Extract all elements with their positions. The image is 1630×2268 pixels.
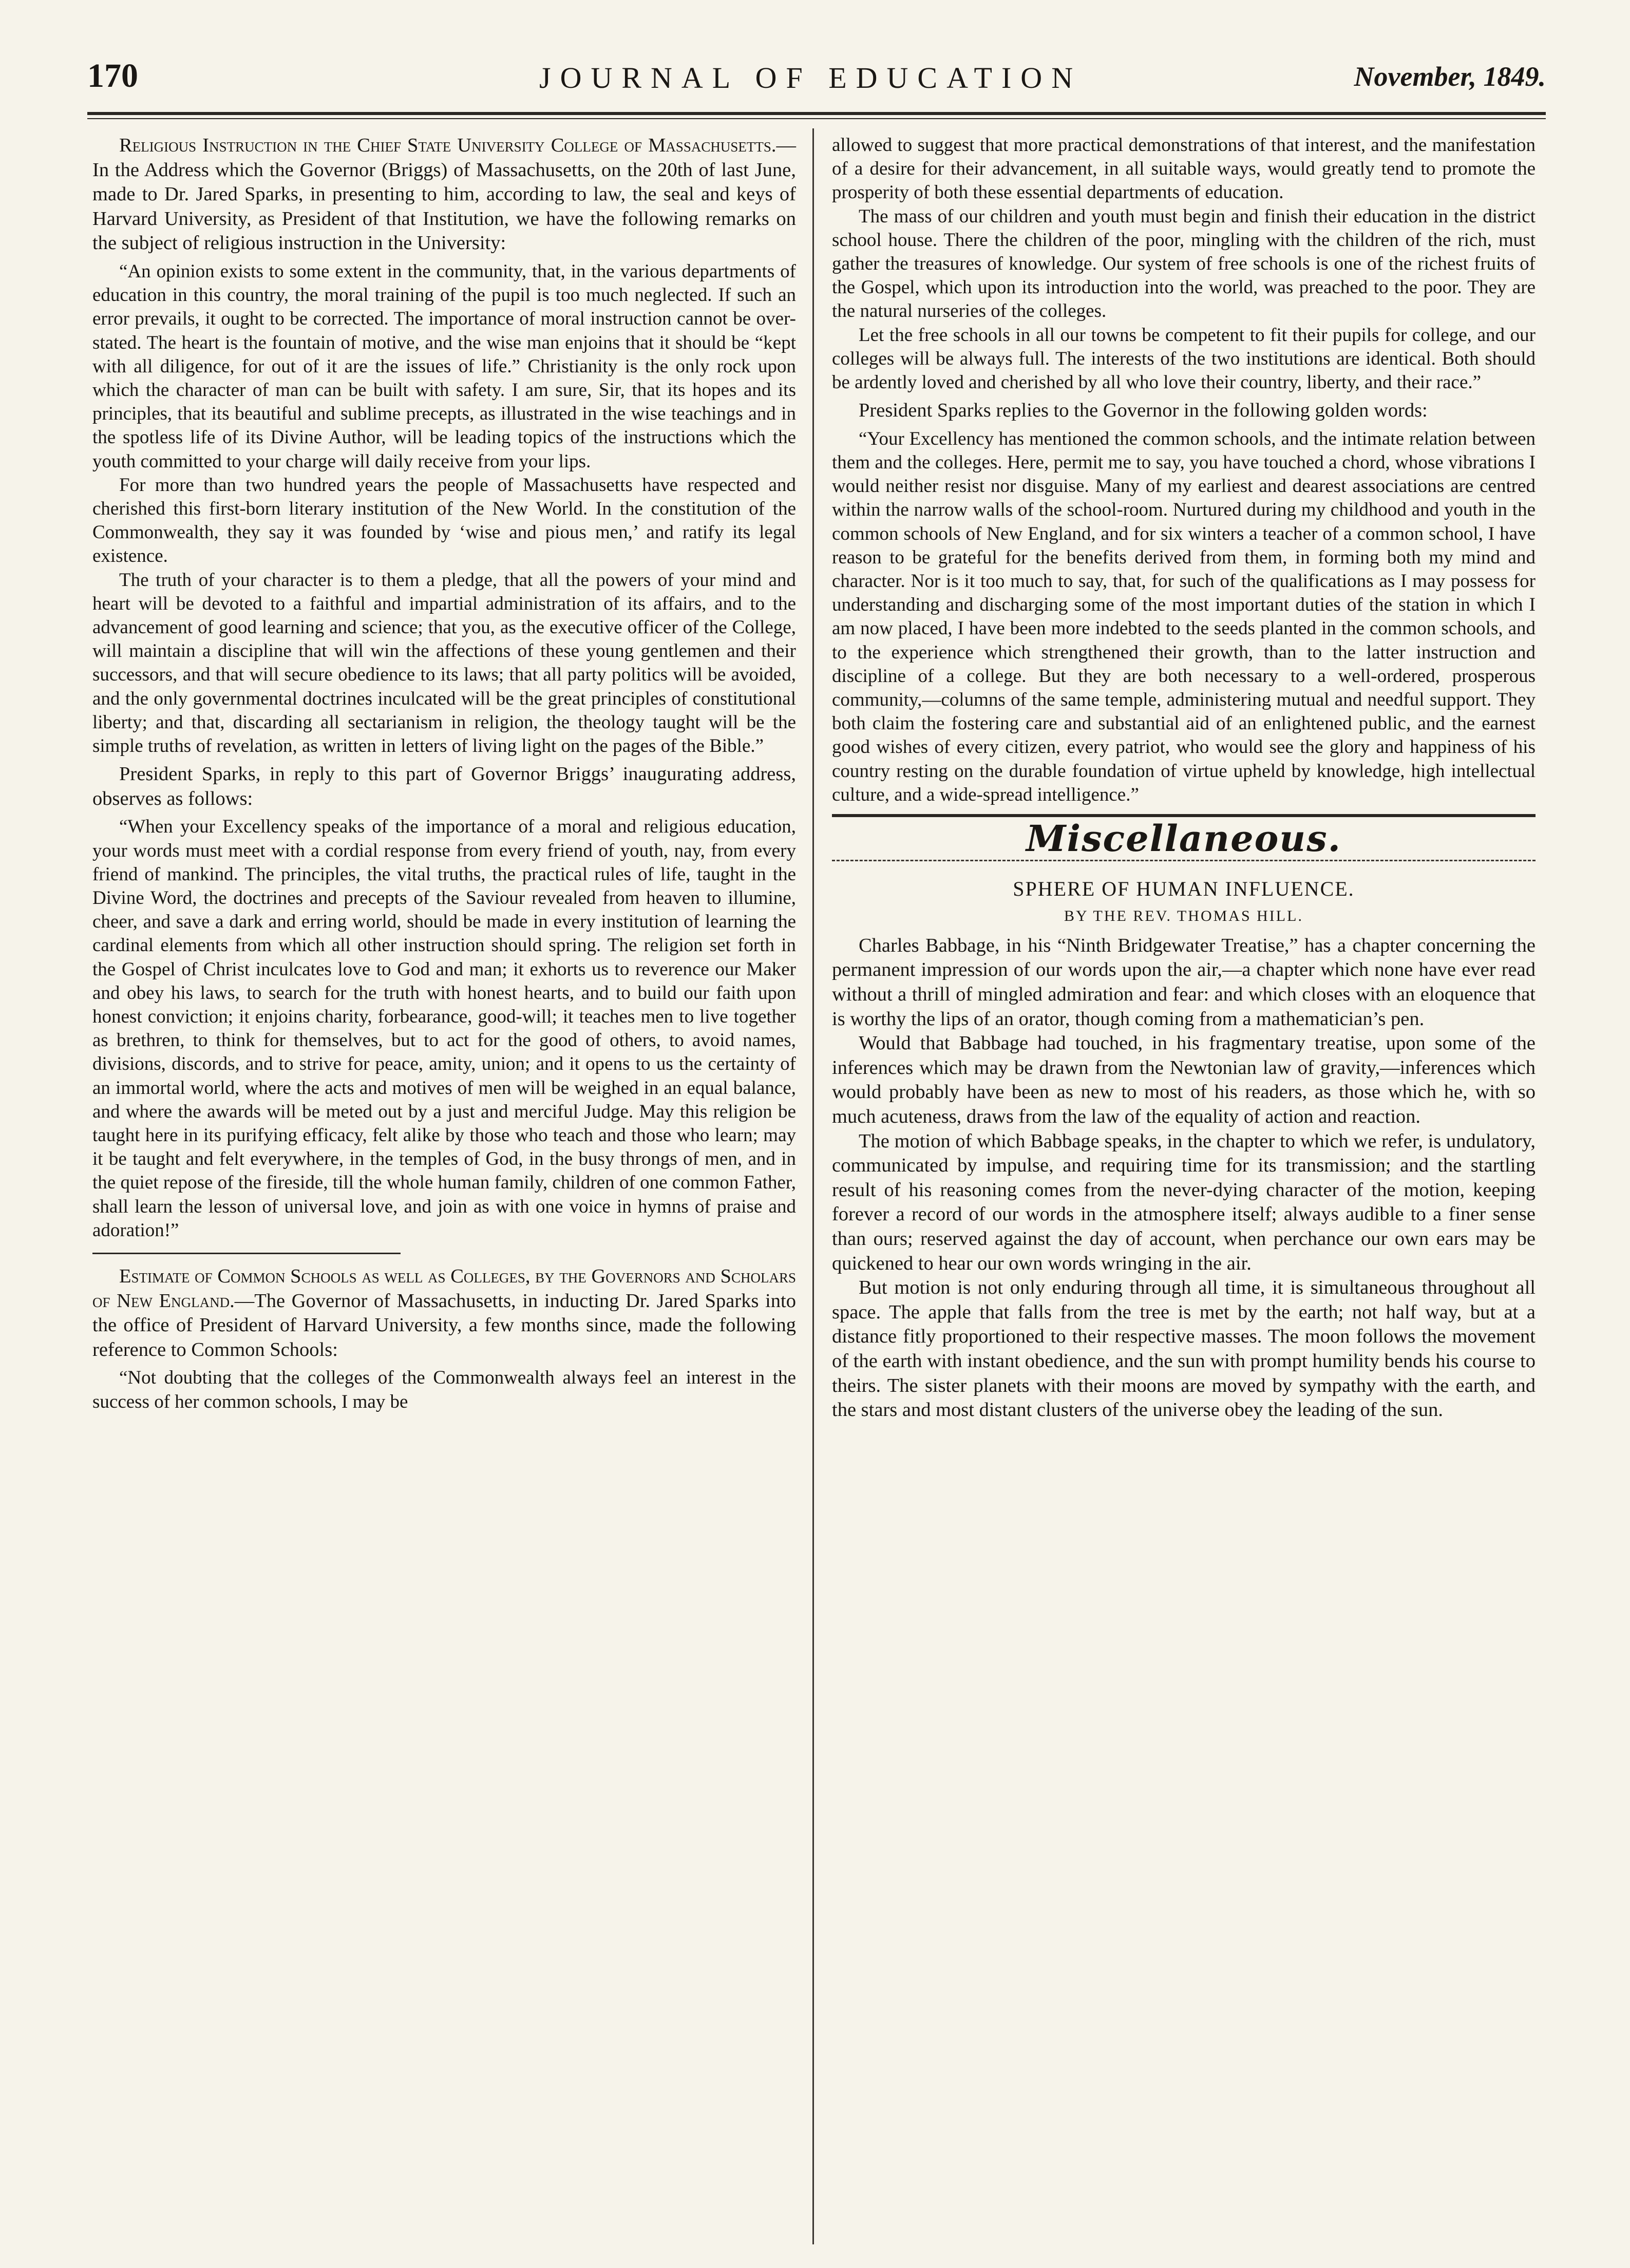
sparks-reply-intro: President Sparks, in reply to this part of Governor Briggs’ inaugurating address, observes as follows: — [92, 763, 796, 809]
miscellaneous-heading: Miscellaneous. — [1026, 817, 1341, 860]
article2-heading: Estimate of Common Schools as well as Colleges, by the Governors and Scholars of New England. — [92, 1265, 796, 1312]
column-divider — [812, 128, 814, 2244]
header-rule-thick — [87, 112, 1546, 115]
section-title: SPHERE OF HUMAN INFLUENCE. — [1013, 877, 1355, 900]
article1-heading: Religious Instruction in the Chief State University College of Massachusetts. — [119, 135, 776, 156]
common-schools-quote-cont-2: The mass of our children and youth must begin and finish their education in the district school house. There the children of the poor, mingling with the children of the rich, must gather the treasures of knowledge. Our system of free schools is one of the richest fruits of the Gospel, which upon its introduction into the world, was preached to the poor. They are the natural nurseries of the colleges. — [832, 205, 1536, 322]
sphere-paragraph-2: Would that Babbage had touched, in his fragmentary treatise, upon some of the inferences which may be drawn from the Newtonian law of gravity,—inferences which would probably have been as new to most of his readers, as those which he, with so much acuteness, draws from the law of the equality of action and reaction. — [832, 1032, 1536, 1128]
header-rule-thin — [87, 118, 1546, 119]
right-column — [832, 134, 1536, 1423]
sphere-paragraph-4: But motion is not only enduring through all time, it is simultaneous throughout all space. The apple that falls from the tree is met by the earth; not half way, but at a distance fitly proportioned to their respective masses. The moon follows the movement of the earth with instant obedience, and the sun with prompt humility bends his course to theirs. The sister planets with their moons are moved by sympathy with the earth, and the stars and most distant clusters of the universe obey the leading of the sun. — [832, 1277, 1536, 1421]
common-schools-quote-cont-3: Let the free schools in all our towns be competent to fit their pupils for college, and our colleges will be always full. The interests of the two institutions are identical. Both should be ardently loved and cherished by all who love their country, liberty, and their race.” — [832, 324, 1536, 393]
author-byline: BY THE REV. THOMAS HILL. — [1064, 908, 1303, 925]
article1-intro-text: —In the Address which the Governor (Briggs) of Massachusetts, on the 20th of last June, made to Dr. Jared Sparks, in presenting to him, according to law, the seal and keys of Harvard University, as President of that Institution, we have the following remarks on the subject of religious instruction in the University: — [92, 135, 796, 254]
article2-intro-text: —The Governor of Massachusetts, in inducting Dr. Jared Sparks into the office of President of Harvard University, a few months since, made the following reference to Common Schools: — [92, 1290, 796, 1360]
article-separator — [92, 1253, 401, 1254]
common-schools-quote-start: “Not doubting that the colleges of the Commonwealth always feel an interest in the success of her common schools, I may be — [92, 1367, 796, 1412]
issue-date: November, 1849. — [1354, 61, 1546, 92]
governor-quote-1: “An opinion exists to some extent in the community, that, in the various departments of education in this country, the moral training of the pupil is too much neglected. If such an error prevails, it ought to be corrected. The importance of moral instruction cannot be over-stated. The heart is the fountain of motive, and the wise man enjoins that it should be “kept with all diligence, for out of it are the issues of life.” Christianity is the only rock upon which the character of man can be built with safety. I am sure, Sir, that its hopes and its principles, that its beautiful and sublime precepts, as illustrated in the wise teachings and in the spotless life of its Divine Author, will be leading topics of the instructions which the youth committed to your charge will daily receive from your lips. — [92, 260, 796, 472]
common-schools-quote-cont-1: allowed to suggest that more practical demonstrations of that interest, and the manifestation of a desire for their advancement, in all suitable ways, would greatly tend to promote the prosperity of both these essential departments of education. — [832, 135, 1536, 203]
journal-title: JOURNAL OF EDUCATION — [539, 61, 1083, 94]
sparks-reply-quote: “When your Excellency speaks of the importance of a moral and religious education, your words must meet with a cordial response from every friend of youth, nay, from every friend of mankind. The principles, the vital truths, the practical rules of life, taught in the Divine Word, the doctrines and precepts of the Saviour revealed from heaven to illumine, cheer, and save a dark and erring world, should be made in every institution of learning the cardinal elements from which all other instruction should spring. The religion set forth in the Gospel of Christ inculcates love to God and man; it exhorts us to reverence our Maker and obey his laws, to search for the truth with honest hearts, and to build our faith upon honest conviction; it enjoins charity, forbearance, good-will; it teaches men to live together as brethren, to think for themselves, but to act for the good of others, to avoid names, divisions, discords, and to strive for peace, amity, union; and it opens to us the certainty of an immortal world, where the acts and motives of men will be weighed in an equal balance, and where the awards will be meted out by a just and merciful Judge. May this religion be taught here in its purifying efficacy, felt alike by those who teach and those who learn; may it be taught and felt everywhere, in the temples of God, in the busy throngs of men, and in the quiet repose of the fireside, till the whole human family, children of one common Father, shall learn the lesson of universal love, and join as with one voice in hymns of praise and adoration!” — [92, 816, 796, 1241]
left-column — [92, 134, 796, 1414]
sparks-golden-words-quote: “Your Excellency has mentioned the common schools, and the intimate relation between them and the colleges. Here, permit me to say, you have touched a chord, whose vibrations I would neither resist nor disguise. Many of my earliest and dearest associations are centred within the narrow walls of the school-room. Nurtured during my childhood and youth in the common schools of New England, and for six winters a teacher of a common school, I have reason to be grateful for the benefits derived from them, in forming both my mind and character. Nor is it too much to say, that, for such of the qualifications as I may possess for understanding and discharging some of the most important duties of the station in which I am now placed, I have been more indebted to the seeds planted in the common schools, and to the experience which strengthened their growth, than to the latter instruction and discipline of a college. But they are both necessary to a well-ordered, prosperous community,—columns of the same temple, administering mutual and needful support. They both claim the fostering care and substantial aid of an enlightened public, and the earnest good wishes of every citizen, every patriot, who would see the glory and happiness of his country resting on the durable foundation of virtue upheld by knowledge, high intellectual culture, and a wide-spread intelligence.” — [832, 428, 1536, 805]
page-number: 170 — [87, 57, 138, 94]
sphere-paragraph-3: The motion of which Babbage speaks, in the chapter to which we refer, is undulatory, communicated by impulse, and requiring time for its transmission; and the startling result of his reasoning comes from the never-dying character of the motion, keeping forever a record of our words in the atmosphere itself; always audible to a finer sense than ours; reserved against the day of account, when perchance our own ears may be quickened to hear our own words wringing in the air. — [832, 1130, 1536, 1274]
article1-intro — [92, 134, 796, 256]
article2-intro — [92, 1264, 796, 1362]
governor-quote-3: The truth of your character is to them a pledge, that all the powers of your mind and heart will be devoted to a faithful and impartial administration of its affairs, and to the advancement of good learning and science; that you, as the executive officer of the College, will maintain a discipline that will win the affections of these young gentlemen and their successors, and that will secure obedience to its laws; that all party politics will be avoided, and the only governmental doctrines inculcated will be the great principles of constitutional liberty; and that, discarding all sectarianism in religion, the theology taught will be the simple truths of revelation, as written in letters of living light on the pages of the Bible.” — [92, 569, 796, 757]
governor-quote-2: For more than two hundred years the people of Massachusetts have respected and cherished this first-born literary institution of the New World. In the constitution of the Commonwealth, they say it was founded by ‘wise and pious men,’ and ratify its legal existence. — [92, 474, 796, 567]
page-header — [87, 56, 1546, 103]
sphere-paragraph-1: Charles Babbage, in his “Ninth Bridgewater Treatise,” has a chapter concerning the permanent impression of our words upon the air,—a chapter which none have ever read without a thrill of mingled admiration and fear: and which closes with an eloquence that is worthy the lips of an orator, though coming from a mathematician’s pen. — [832, 934, 1536, 1030]
sparks-golden-words-intro: President Sparks replies to the Governor in the following golden words: — [859, 400, 1428, 422]
